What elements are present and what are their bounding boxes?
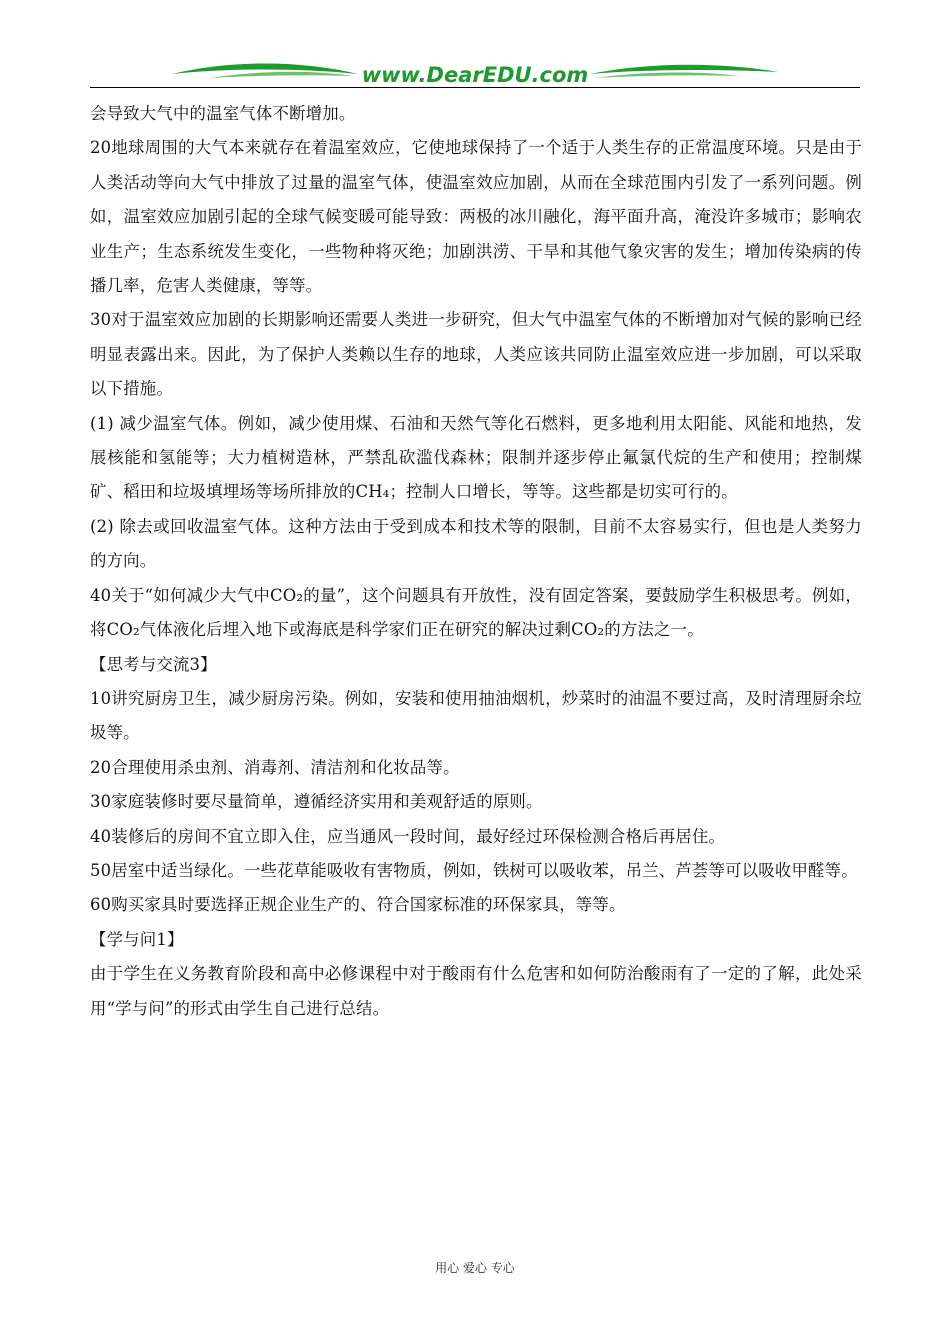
paragraph: 40装修后的房间不宜立即入住，应当通风一段时间，最好经过环保检测合格后再居住。: [90, 826, 726, 846]
paragraph: 20合理使用杀虫剂、消毒剂、清洁剂和化妆品等。: [90, 757, 460, 777]
paragraph: 30对于温室效应加剧的长期影响还需要人类进一步研究，但大气中温室气体的不断增加对气候的影响已经明显表露出来。因此，为了保护人类赖以生存的地球，人类应该共同防止温室效应进一步加剧，可以采取以下措施。: [90, 310, 862, 399]
paragraph: 10讲究厨房卫生，减少厨房污染。例如，安装和使用抽油烟机，炒菜时的油温不要过高，及时清理厨余垃圾等。: [90, 688, 862, 743]
header-rule: [90, 87, 860, 88]
paragraph: 50居室中适当绿化。一些花草能吸收有害物质，例如，铁树可以吸收苯，吊兰、芦荟等可以吸收甲醛等。: [90, 860, 858, 880]
document-body: [90, 97, 862, 1026]
site-url: www.DearEDU.com: [361, 63, 589, 87]
paragraph: 由于学生在义务教育阶段和高中必修课程中对于酸雨有什么危害和如何防治酸雨有了一定的了解，此处采用“学与问”的形式由学生自己进行总结。: [90, 964, 862, 1018]
paragraph: 会导致大气中的温室气体不断增加。: [90, 104, 356, 123]
left-swoosh-tail: [210, 72, 352, 78]
page-footer: 用心 爱心 专心: [435, 1261, 515, 1275]
paragraph: 40关于“如何减少大气中CO₂的量”，这个问题具有开放性，没有固定答案，要鼓励学生积极思考。例如，将CO₂气体液化后埋入地下或海底是科学家们正在研究的解决过剩CO₂的方法之一。: [90, 585, 862, 640]
paragraph: (2) 除去或回收温室气体。这种方法由于受到成本和技术等的限制，目前不太容易实行，但也是人类努力的方向。: [90, 516, 862, 571]
right-swoosh-tail: [595, 72, 740, 78]
paragraph: 20地球周围的大气本来就存在着温室效应，它使地球保持了一个适于人类生存的正常温度环境。只是由于人类活动等向大气中排放了过量的温室气体，使温室效应加剧，从而在全球范围内引发了一系列问题。例如，温室效应加剧引起的全球气候变暖可能导致：两极的冰川融化，海平面升高，淹没许多城市；影响农业生产；生态系统发生变化，一些物种将灭绝；加剧洪涝、干旱和其他气象灾害的发生；增加传染病的传播几率，危害人类健康，等等。: [90, 138, 862, 296]
section-heading: 【学与问1】: [90, 929, 184, 949]
paragraph: (1) 减少温室气体。例如，减少使用煤、石油和天然气等化石燃料，更多地利用太阳能、风能和地热，发展核能和氢能等；大力植树造林，严禁乱砍滥伐森林；限制并逐步停止氟氯代烷的生产和使用；控制煤矿、稻田和垃圾填埋场等场所排放的CH₄；控制人口增长，等等。这些都是切实可行的。: [90, 413, 862, 502]
paragraph: 30家庭装修时要尽量简单，遵循经济实用和美观舒适的原则。: [90, 792, 543, 812]
site-logo-banner: [90, 58, 860, 90]
section-heading: 【思考与交流3】: [90, 654, 217, 674]
paragraph: 60购买家具时要选择正规企业生产的、符合国家标准的环保家具，等等。: [90, 895, 626, 915]
site-header: [90, 58, 860, 90]
